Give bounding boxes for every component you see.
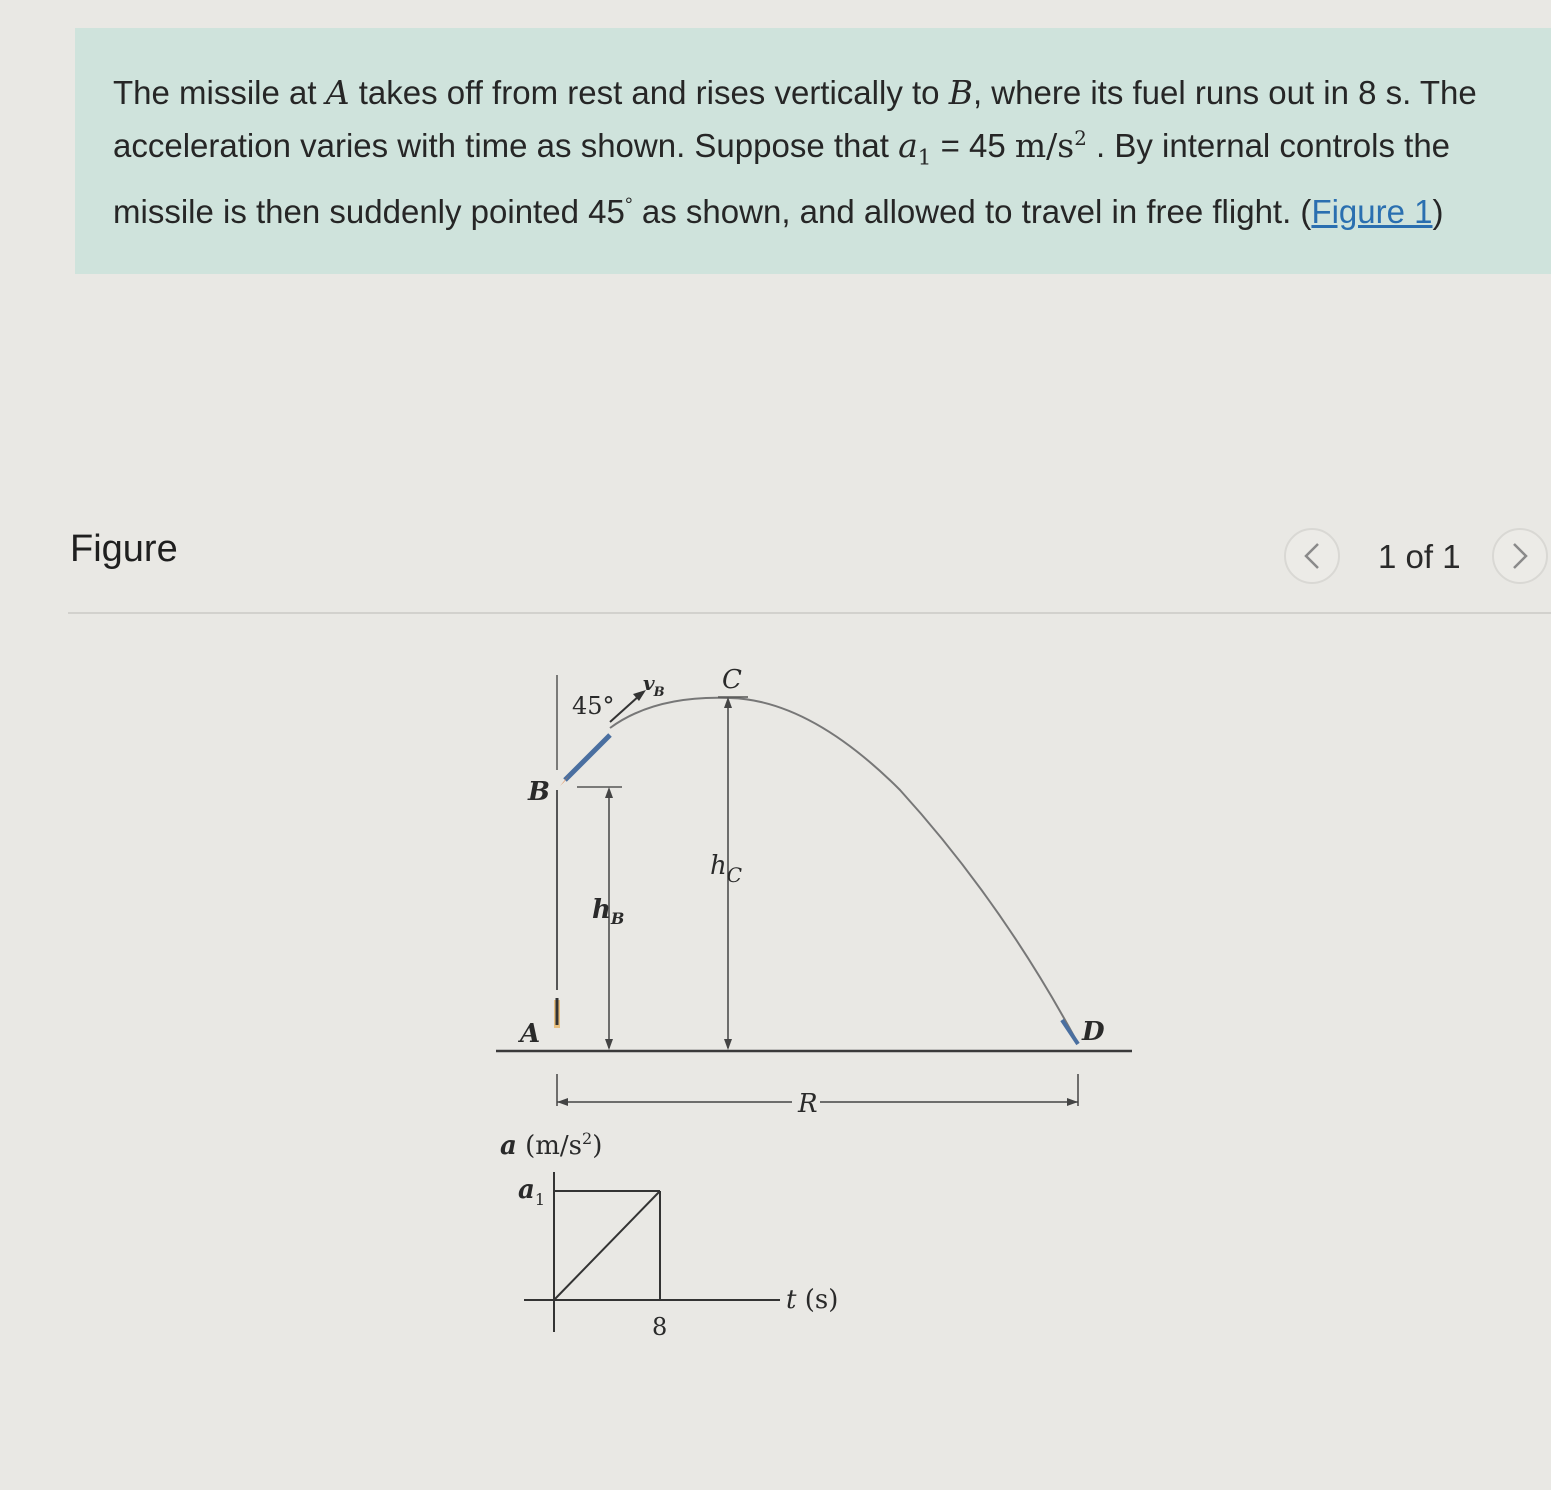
missile-at-A — [554, 998, 560, 1028]
problem-statement — [75, 28, 1551, 274]
missile-trajectory-figure — [480, 650, 1160, 1350]
angle-label: 45° — [572, 692, 615, 720]
label-D: D — [1082, 1017, 1105, 1047]
a-axis-label: a $(m/s^2)$ — [500, 1129, 603, 1161]
label-C: C — [722, 665, 742, 695]
missile-at-B — [560, 735, 610, 786]
figure-divider — [68, 612, 1551, 614]
figure-1-link[interactable]: Figure 1 — [1311, 192, 1433, 230]
trajectory-curve — [610, 698, 1075, 1038]
a-t-ramp — [554, 1191, 660, 1300]
problem-text: The missile at A takes off from rest and rises vertically to B, where its fuel runs out in 8 s. The acceleration varies with time as shown. Suppose that $a_1 = 45$ $m/s^2$ . By internal controls the missile is then suddenly pointed 45° as shown, and allowed to travel in free flight. (Figure 1) — [113, 73, 1477, 230]
chevron-left-icon — [1303, 541, 1321, 571]
label-A: A — [520, 1019, 541, 1049]
label-R: R — [798, 1089, 818, 1119]
missile-at-D — [1062, 1020, 1078, 1044]
tick-8-label: 8 — [652, 1313, 668, 1341]
label-hC: $h_C$ — [710, 851, 743, 887]
label-vB: vB — [643, 671, 665, 700]
next-figure-button[interactable] — [1492, 528, 1548, 584]
label-hB: $h_B$ — [592, 895, 625, 928]
chevron-right-icon — [1511, 541, 1529, 571]
t-axis-label: t (s) — [786, 1285, 839, 1315]
previous-figure-button[interactable] — [1284, 528, 1340, 584]
label-B: B — [528, 777, 550, 807]
page-indicator: 1 of 1 — [1378, 538, 1461, 575]
a1-label: $a_1$ — [518, 1175, 546, 1209]
figure-heading: Figure — [70, 528, 178, 570]
